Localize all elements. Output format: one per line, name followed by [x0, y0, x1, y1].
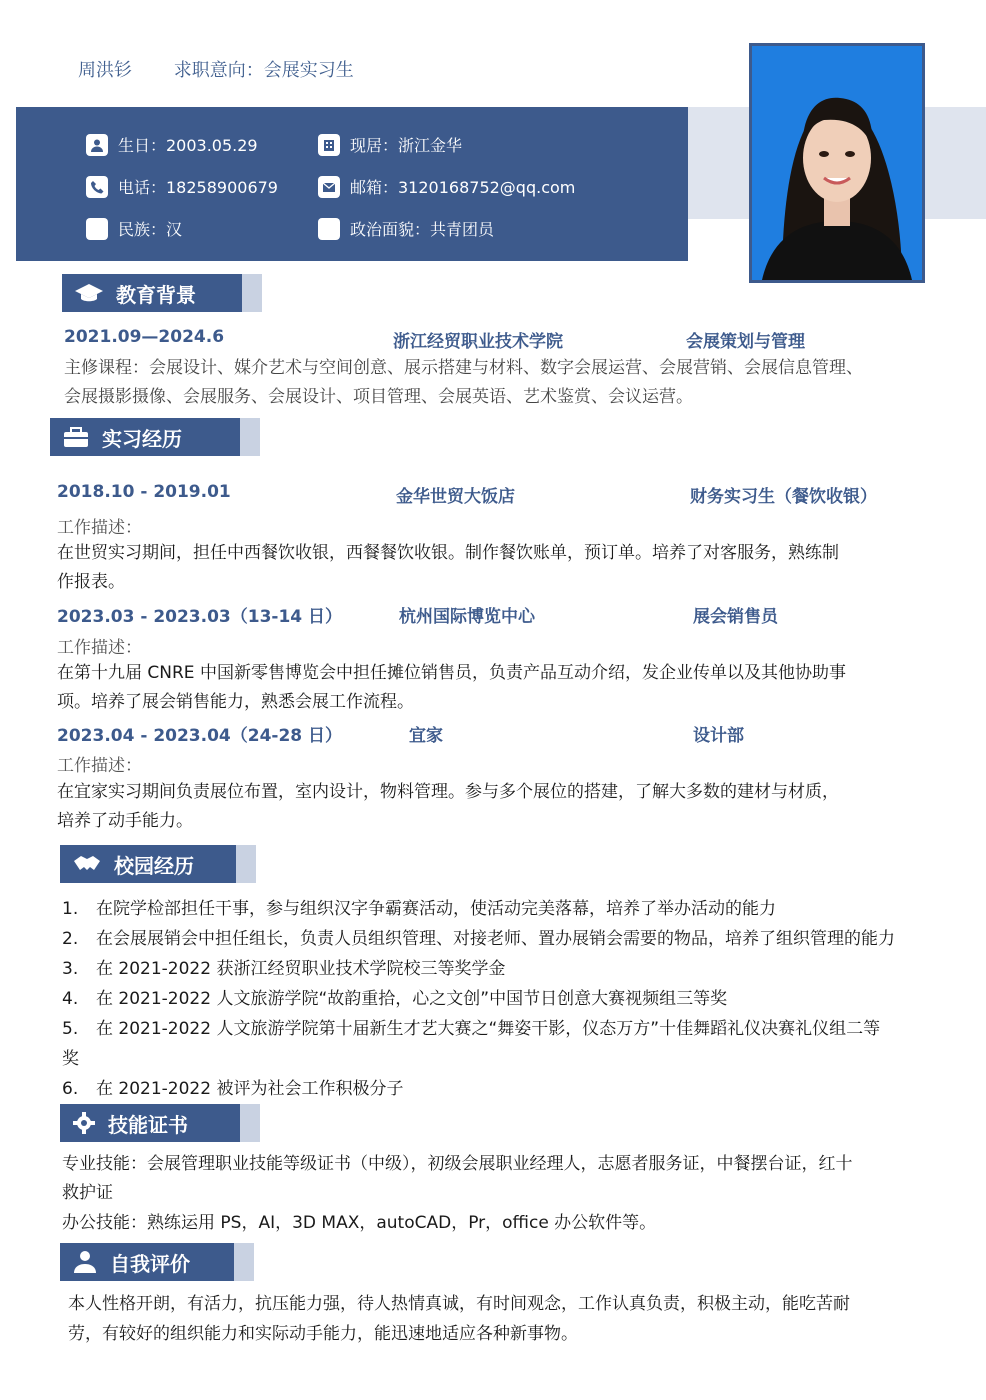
edu-courses-line1: 主修课程：会展设计、媒介艺术与空间创意、展示搭建与材料、数字会展运营、会展营销、会展信息管理、: [64, 358, 863, 378]
list-item: 6. 在 2021-2022 被评为社会工作积极分子: [62, 1079, 404, 1099]
profile-photo: [749, 43, 925, 283]
personal-info-panel: [16, 107, 688, 261]
job-role: 财务实习生（餐饮收银）: [690, 487, 877, 507]
job-period: 2023.04 - 2023.04（24-28 日）: [57, 726, 343, 746]
job-intent: 求职意向：会展实习生: [173, 60, 354, 81]
info-birth: 生日：2003.05.29: [86, 133, 258, 156]
mail-icon: [318, 176, 340, 198]
building-icon: [318, 134, 340, 156]
skills-pro-line1: 专业技能：会展管理职业技能等级证书（中级），初级会展职业经理人，志愿者服务证，中餐摆台证，红十: [62, 1154, 853, 1174]
info-location: 现居：浙江金华: [318, 133, 462, 156]
job-desc-line2: 作报表。: [57, 572, 125, 592]
section-title: 自我评价: [110, 1251, 190, 1276]
job-org: 宜家: [409, 726, 443, 746]
job-desc-line2: 项。培养了展会销售能力，熟悉会展工作流程。: [57, 692, 414, 712]
job-org: 杭州国际博览中心: [399, 607, 535, 627]
skills-pro-line2: 救护证: [62, 1183, 113, 1203]
job-org: 金华世贸大饭店: [396, 487, 515, 507]
job-desc-label: 工作描述：: [57, 518, 142, 538]
job-period: 2023.03 - 2023.03（13-14 日）: [57, 607, 343, 627]
phone-icon: [86, 176, 108, 198]
job-period: 2018.10 - 2019.01: [57, 482, 231, 502]
list-item-wrap: 奖: [62, 1049, 79, 1069]
edu-courses-line2: 会展摄影摄像、会展服务、会展设计、项目管理、会展英语、艺术鉴赏、会议运营。: [64, 387, 693, 407]
applicant-name: 周洪钐: [78, 60, 132, 81]
info-email: 邮箱：3120168752@qq.com: [318, 175, 575, 198]
job-desc-line2: 培养了动手能力。: [57, 811, 193, 831]
info-phone: 电话：18258900679: [86, 175, 278, 198]
skills-office: 办公技能：熟练运用 PS，AI，3D MAX，autoCAD，Pr，office 办公软件等。: [62, 1213, 657, 1233]
header-line: [78, 56, 354, 82]
briefcase-icon: [62, 426, 90, 448]
job-desc-line1: 在宜家实习期间负责展位布置，室内设计，物料管理。参与多个展位的搭建，了解大多数的建材与材质，: [57, 782, 839, 802]
job-desc-label: 工作描述：: [57, 638, 142, 658]
self-eval-line1: 本人性格开朗，有活力，抗压能力强，待人热情真诚，有时间观念，工作认真负责，积极主动，能吃苦耐: [68, 1294, 850, 1314]
edu-period: 2021.09—2024.6: [64, 327, 225, 347]
edu-major: 会展策划与管理: [686, 332, 805, 352]
job-role: 设计部: [693, 726, 744, 746]
job-desc-label: 工作描述：: [57, 756, 142, 776]
info-politics: 政治面貌：共青团员: [318, 217, 494, 240]
list-item: 2. 在会展展销会中担任组长，负责人员组织管理、对接老师、置办展销会需要的物品，培养了组织管理的能力: [62, 929, 895, 949]
section-title: 校园经历: [114, 853, 194, 878]
section-title: 教育背景: [116, 282, 196, 307]
list-item: 3. 在 2021-2022 获浙江经贸职业技术学院校三等奖学金: [62, 959, 506, 979]
section-title: 技能证书: [108, 1112, 188, 1137]
list-item: 5. 在 2021-2022 人文旅游学院第十届新生才艺大赛之“舞姿干影，仪态万方”十佳舞蹈礼仪决赛礼仪组二等: [62, 1019, 881, 1039]
job-role: 展会销售员: [693, 607, 778, 627]
info-ethnicity: 民族：汉: [86, 217, 182, 240]
list-item: 1. 在院学检部担任干事，参与组织汉字争霸赛活动，使活动完美落幕，培养了举办活动的能力: [62, 899, 776, 919]
handshake-icon: [72, 853, 102, 875]
user-icon: [86, 134, 108, 156]
edu-school: 浙江经贸职业技术学院: [393, 332, 563, 352]
gear-icon: [72, 1111, 96, 1135]
job-desc-line1: 在世贸实习期间，担任中西餐饮收银，西餐餐饮收银。制作餐饮账单，预订单。培养了对客服务，熟练制: [57, 543, 839, 563]
person-icon: [72, 1250, 98, 1274]
self-eval-line2: 劳，有较好的组织能力和实际动手能力，能迅速地适应各种新事物。: [68, 1324, 578, 1344]
job-desc-line1: 在第十九届 CNRE 中国新零售博览会中担任摊位销售员，负责产品互动介绍，发企业传单以及其他协助事: [57, 663, 846, 683]
blank-icon: [318, 218, 340, 240]
list-item: 4. 在 2021-2022 人文旅游学院“故韵重拾，心之文创”中国节日创意大赛视频组三等奖: [62, 989, 728, 1009]
graduation-cap-icon: [74, 282, 104, 304]
section-title: 实习经历: [102, 426, 182, 451]
blank-icon: [86, 218, 108, 240]
